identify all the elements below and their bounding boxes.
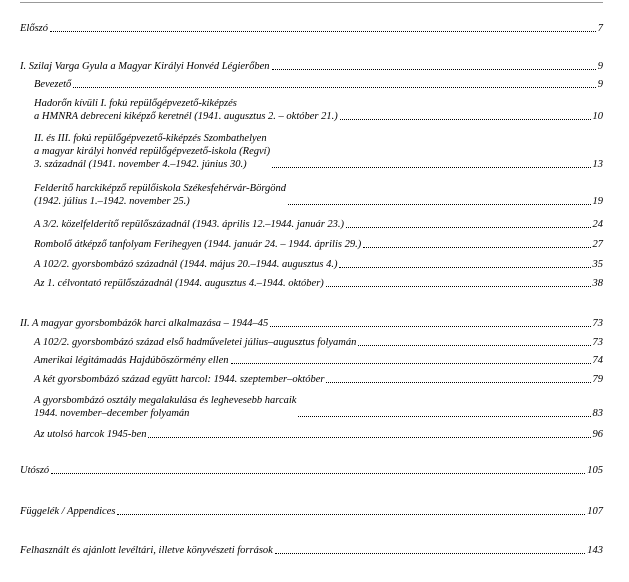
toc-entry-title: A két gyorsbombázó század együtt harcol: 1944. szeptember–október xyxy=(34,374,325,385)
toc-entry-page: 83 xyxy=(592,408,603,419)
dot-leader xyxy=(326,382,590,383)
dot-leader xyxy=(346,227,590,228)
toc-entry-page: 35 xyxy=(592,259,603,270)
dot-leader xyxy=(50,31,596,32)
toc-entry-page: 7 xyxy=(597,23,603,34)
toc-entry-page: 79 xyxy=(592,374,603,385)
toc-entry-title-line: a HMNRA debreceni kiképző keretnél (1941. augusztus 2. – október 21.) xyxy=(34,111,338,122)
toc-entry-page: 10 xyxy=(592,111,603,122)
toc-entry-title: I. Szilaj Varga Gyula a Magyar Királyi Honvéd Légierőben xyxy=(20,61,270,72)
top-rule xyxy=(20,2,603,3)
toc-entry-page: 74 xyxy=(592,355,603,366)
toc-entry-legitamadas[interactable] xyxy=(34,354,603,367)
toc-entry-kozelfelderito[interactable] xyxy=(34,218,603,231)
toc-entry-title-line: (1942. július 1.–1942. november 25.) xyxy=(34,196,190,207)
toc-entry-page: 107 xyxy=(587,506,603,517)
dot-leader xyxy=(339,267,590,268)
toc-entry-osztaly-megalakulasa[interactable] xyxy=(34,394,603,420)
toc-entry-chapter-1[interactable] xyxy=(20,60,603,73)
toc-entry-title: Utószó xyxy=(20,465,50,476)
dot-leader xyxy=(231,363,591,364)
dot-leader xyxy=(272,69,596,70)
toc-entry-page: 38 xyxy=(592,278,603,289)
toc-entry-elso-hadmuveletek[interactable] xyxy=(34,336,603,349)
dot-leader xyxy=(275,553,585,554)
toc-entry-title: Bevezető xyxy=(34,79,72,90)
toc-entry-title-line: II. és III. fokú repülőgépvezető-kiképzés Szombathelyen xyxy=(34,133,267,144)
toc-entry-page: 13 xyxy=(592,159,603,170)
toc-entry-felderito-iskola[interactable] xyxy=(34,182,603,208)
toc-entry-title: Az 1. célvontató repülőszázadnál (1944. augusztus 4.–1944. október) xyxy=(34,278,324,289)
toc-entry-page: 105 xyxy=(587,465,603,476)
toc-entry-title: A 3/2. közelfelderítő repülőszázadnál (1943. április 12.–1944. január 23.) xyxy=(34,219,345,230)
toc-entry-page: 143 xyxy=(587,545,603,556)
toc-entry-title: II. A magyar gyorsbombázók harci alkalmazása – 1944–45 xyxy=(20,318,269,329)
toc-entry-kikepzes-debrecen[interactable] xyxy=(34,97,603,123)
toc-entry-page: 27 xyxy=(592,239,603,250)
dot-leader xyxy=(298,416,590,417)
dot-leader xyxy=(363,247,590,248)
dot-leader xyxy=(117,514,585,515)
toc-entry-celvontato[interactable] xyxy=(34,277,603,290)
toc-entry-kikepzes-szombathely[interactable] xyxy=(34,132,603,171)
toc-entry-title-line: Felderítő harckiképző repülőiskola Székesfehérvár-Börgönd xyxy=(34,183,287,194)
toc-entry-title-line: A gyorsbombázó osztály megalakulása és leghevesebb harcaik xyxy=(34,395,297,406)
toc-entry-chapter-2[interactable] xyxy=(20,317,603,330)
toc-entry-title-line: 1944. november–december folyamán xyxy=(34,408,190,419)
toc-entry-fuggelek[interactable] xyxy=(20,505,603,518)
toc-entry-page: 9 xyxy=(597,79,603,90)
toc-entry-utolso-harcok[interactable] xyxy=(34,428,603,441)
toc-entry-title-line: a magyar királyi honvéd repülőgépvezető-iskola (Regví) xyxy=(34,146,271,157)
toc-entry-ket-szazad[interactable] xyxy=(34,373,603,386)
toc-entry-title: Előszó xyxy=(20,23,49,34)
dot-leader xyxy=(288,204,590,205)
toc-entry-page: 24 xyxy=(592,219,603,230)
toc-entry-title: Az utolsó harcok 1945-ben xyxy=(34,429,147,440)
toc-entry-title: Felhasznált és ajánlott levéltári, illetve könyvészeti források xyxy=(20,545,273,556)
toc-entry-page: 73 xyxy=(592,318,603,329)
toc-entry-title: A 102/2. gyorsbombázó századnál (1944. május 20.–1944. augusztus 4.) xyxy=(34,259,338,270)
toc-entry-title: Függelék / Appendices xyxy=(20,506,116,517)
toc-entry-page: 9 xyxy=(597,61,603,72)
dot-leader xyxy=(148,437,590,438)
toc-entry-page: 19 xyxy=(592,196,603,207)
toc-entry-bevezeto[interactable] xyxy=(34,78,603,91)
toc-entry-forrasok[interactable] xyxy=(20,544,603,557)
dot-leader xyxy=(51,473,585,474)
dot-leader xyxy=(358,345,590,346)
toc-entry-gyorsbombazo-szazad[interactable] xyxy=(34,258,603,271)
dot-leader xyxy=(326,286,591,287)
toc-entry-rombolo[interactable] xyxy=(34,238,603,251)
dot-leader xyxy=(73,87,595,88)
toc-entry-title: Amerikai légitámadás Hajdúböszörmény ellen xyxy=(34,355,229,366)
dot-leader xyxy=(270,326,590,327)
toc-entry-page: 96 xyxy=(592,429,603,440)
toc-entry-title-line: Hadorőn kívüli I. fokú repülőgépvezető-kiképzés xyxy=(34,98,237,109)
toc-entry-title: A 102/2. gyorsbombázó század első hadműveletei július–augusztus folyamán xyxy=(34,337,357,348)
toc-entry-eloszo[interactable] xyxy=(20,22,603,35)
toc-entry-utoszo[interactable] xyxy=(20,464,603,477)
toc-entry-title-line: 3. századnál (1941. november 4.–1942. június 30.) xyxy=(34,159,247,170)
toc-entry-page: 73 xyxy=(592,337,603,348)
toc-entry-title: Rombolő átképző tanfolyam Ferihegyen (1944. január 24. – 1944. április 29.) xyxy=(34,239,362,250)
dot-leader xyxy=(340,119,591,120)
dot-leader xyxy=(272,167,590,168)
